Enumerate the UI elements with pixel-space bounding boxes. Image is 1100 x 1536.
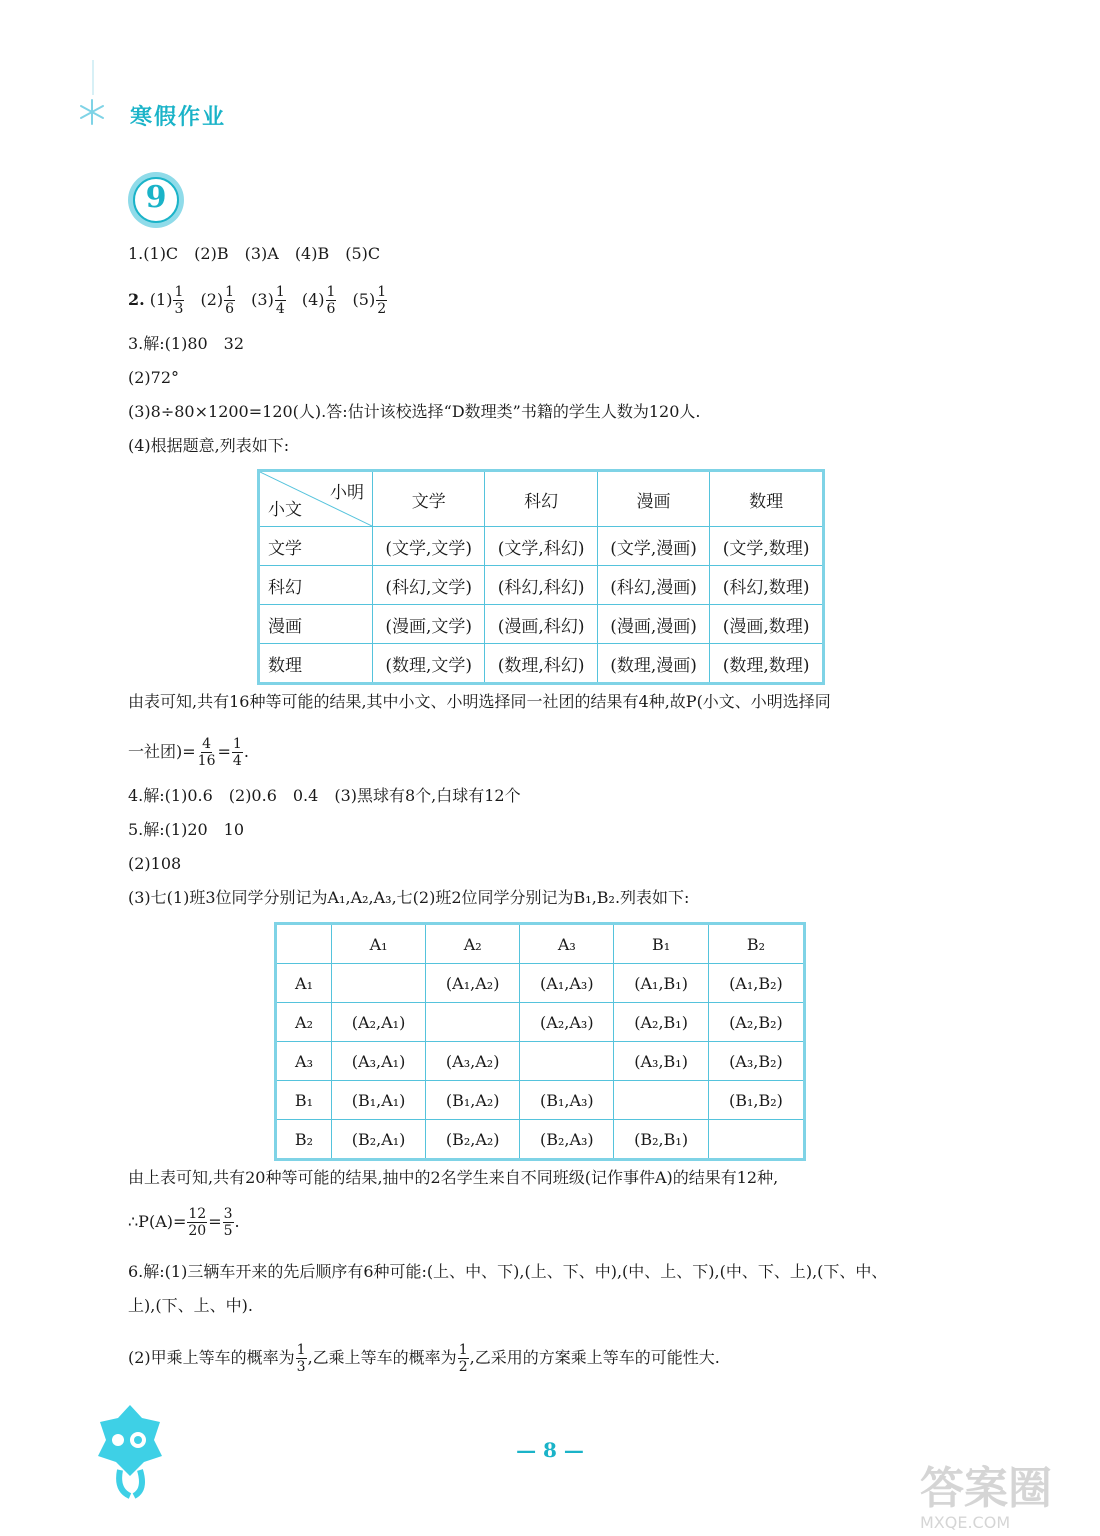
answer-q3-conclusion2 — [128, 736, 249, 769]
mascot-icon — [90, 1400, 170, 1500]
answer-q1: 1.(1)C (2)B (3)A (4)B (5)C — [128, 244, 381, 263]
table-row — [276, 1120, 805, 1160]
club-choice-table — [257, 469, 825, 685]
answer-q5-line2: (2)108 — [128, 854, 182, 873]
table-row — [259, 644, 824, 684]
row-header: A₁ — [276, 964, 332, 1003]
table-row — [259, 605, 824, 644]
row-header: 数理 — [259, 644, 373, 684]
q2-item-label: (4) — [301, 290, 325, 309]
watermark-subtext: MXQE.COM — [920, 1513, 1011, 1532]
row-header: A₃ — [276, 1042, 332, 1081]
table-cell — [614, 1081, 708, 1120]
table-cell: (文学,科幻) — [485, 527, 597, 566]
table-cell: (B₁,A₁) — [332, 1081, 426, 1120]
fraction: $\frac{1}{6}$ — [225, 284, 235, 317]
answer-q3-line4: (4)根据题意,列表如下: — [128, 436, 290, 455]
answer-q3-conclusion1: 由表可知,共有16种等可能的结果,其中小文、小明选择同一社团的结果有4种,故P(小文、小明选择同 — [128, 692, 831, 711]
table-cell: (数理,科幻) — [485, 644, 597, 684]
table-cell: (A₃,B₂) — [708, 1042, 804, 1081]
table-cell: (A₃,A₂) — [426, 1042, 520, 1081]
column-header: B₂ — [708, 924, 804, 964]
table-row — [276, 964, 805, 1003]
answer-q3-line1: 3.解:(1)80 32 — [128, 334, 245, 353]
table-cell — [520, 1042, 614, 1081]
page-number: — 8 — — [516, 1438, 584, 1462]
fraction: $\frac{1}{4}$ — [275, 284, 285, 317]
table-cell: (科幻,数理) — [710, 566, 824, 605]
answer-q5-conclusion1: 由上表可知,共有20种等可能的结果,抽中的2名学生来自不同班级(记作事件A)的结果有12种, — [128, 1168, 779, 1187]
q2-item-label: (3) — [251, 290, 274, 309]
q2-item-label: (2) — [200, 290, 224, 309]
fraction: $\frac{4}{16}$ — [197, 736, 216, 769]
table-cell: (A₂,B₂) — [708, 1003, 804, 1042]
table-cell: (数理,文学) — [373, 644, 485, 684]
q2-item-label: (5) — [352, 290, 376, 309]
snowflake-icon — [78, 98, 106, 126]
answer-q6-line1: 6.解:(1)三辆车开来的先后顺序有6种可能:(上、中、下),(上、下、中),(中、上、下),(中、下、上),(下、中、 — [128, 1262, 888, 1281]
q3-probability-text: 一社团)= — [128, 742, 196, 761]
answer-q5-line1: 5.解:(1)20 10 — [128, 820, 245, 839]
table-cell: (科幻,漫画) — [597, 566, 709, 605]
period: . — [243, 742, 249, 761]
q5-probability-text: ∴P(A)= — [128, 1212, 187, 1231]
table-corner-cell — [259, 471, 373, 527]
answer-q3-line2: (2)72° — [128, 368, 180, 387]
equals-sign: = — [217, 742, 231, 761]
column-header: A₂ — [426, 924, 520, 964]
row-header: B₁ — [276, 1081, 332, 1120]
answer-q6-line3 — [128, 1342, 720, 1375]
table-cell: (B₂,B₁) — [614, 1120, 708, 1160]
table-cell: (科幻,文学) — [373, 566, 485, 605]
fraction: $\frac{1}{6}$ — [326, 284, 336, 317]
table-cell: (A₁,A₂) — [426, 964, 520, 1003]
table-row — [259, 566, 824, 605]
fraction: $\frac{1}{3}$ — [296, 1342, 306, 1375]
table-cell: (文学,数理) — [710, 527, 824, 566]
column-header: 漫画 — [597, 471, 709, 527]
table-cell: (A₃,B₁) — [614, 1042, 708, 1081]
table-cell: (漫画,数理) — [710, 605, 824, 644]
period: . — [234, 1212, 240, 1231]
table-cell: (文学,漫画) — [597, 527, 709, 566]
row-header: 科幻 — [259, 566, 373, 605]
column-header: 科幻 — [485, 471, 597, 527]
q6-text-b: ,乙乘上等车的概率为 — [307, 1348, 457, 1367]
column-header: 数理 — [710, 471, 824, 527]
table-cell: (漫画,文学) — [373, 605, 485, 644]
table-cell: (B₁,A₃) — [520, 1081, 614, 1120]
q2-prefix: 2. — [128, 290, 145, 309]
student-pair-table — [274, 922, 806, 1161]
table-cell: (数理,数理) — [710, 644, 824, 684]
column-header: 文学 — [373, 471, 485, 527]
answer-q5-conclusion2 — [128, 1206, 240, 1239]
page-header-title: 寒假作业 — [130, 105, 227, 130]
q6-text-c: ,乙采用的方案乘上等车的可能性大. — [469, 1348, 720, 1367]
q6-text-a: (2)甲乘上等车的概率为 — [128, 1348, 295, 1367]
table-row — [276, 1042, 805, 1081]
q2-item-label: (1) — [149, 290, 173, 309]
answer-q4: 4.解:(1)0.6 (2)0.6 0.4 (3)黑球有8个,白球有12个 — [128, 786, 521, 805]
answer-q2 — [128, 284, 388, 317]
answer-q5-line3: (3)七(1)班3位同学分别记为A₁,A₂,A₃,七(2)班2位同学分别记为B₁,B₂.列表如下: — [128, 888, 690, 907]
table-cell: (A₁,B₂) — [708, 964, 804, 1003]
row-header: A₂ — [276, 1003, 332, 1042]
column-header: A₃ — [520, 924, 614, 964]
corner-label-bottom: 小文 — [268, 500, 302, 520]
table-cell: (B₁,A₂) — [426, 1081, 520, 1120]
table-row — [276, 1003, 805, 1042]
table-cell: (B₂,A₃) — [520, 1120, 614, 1160]
section-badge — [126, 170, 186, 230]
table-cell: (B₁,B₂) — [708, 1081, 804, 1120]
section-number: 9 — [145, 180, 167, 215]
table-row — [276, 1081, 805, 1120]
answer-q3-line3: (3)8÷80×1200=120(人).答:估计该校选择“D数理类”书籍的学生人数为120人. — [128, 402, 701, 421]
fraction: $\frac{1}{2}$ — [458, 1342, 468, 1375]
table-cell: (B₂,A₁) — [332, 1120, 426, 1160]
fraction: $\frac{1}{4}$ — [232, 736, 242, 769]
table-cell: (A₂,A₃) — [520, 1003, 614, 1042]
table-cell: (漫画,科幻) — [485, 605, 597, 644]
table-cell: (B₂,A₂) — [426, 1120, 520, 1160]
table-cell: (数理,漫画) — [597, 644, 709, 684]
table-cell — [426, 1003, 520, 1042]
row-header: 漫画 — [259, 605, 373, 644]
table-cell: (科幻,科幻) — [485, 566, 597, 605]
table-cell: (漫画,漫画) — [597, 605, 709, 644]
fraction: $\frac{1}{2}$ — [377, 284, 387, 317]
row-header: B₂ — [276, 1120, 332, 1160]
table-cell: (A₃,A₁) — [332, 1042, 426, 1081]
corner-label-top: 小明 — [330, 483, 364, 503]
fraction: $\frac{1}{3}$ — [174, 284, 184, 317]
column-header: A₁ — [332, 924, 426, 964]
table-cell: (A₂,A₁) — [332, 1003, 426, 1042]
watermark-logo — [920, 1465, 1090, 1535]
table-cell: (文学,文学) — [373, 527, 485, 566]
table-cell — [708, 1120, 804, 1160]
table-cell — [332, 964, 426, 1003]
answer-q6-line2: 上),(下、上、中). — [128, 1296, 253, 1315]
fraction: $\frac{3}{5}$ — [223, 1206, 233, 1239]
watermark-text: 答案圈 — [920, 1463, 1052, 1514]
column-header: B₁ — [614, 924, 708, 964]
table-corner-cell — [276, 924, 332, 964]
header-decor-line — [92, 60, 94, 95]
table-cell: (A₁,A₃) — [520, 964, 614, 1003]
fraction: $\frac{12}{20}$ — [188, 1206, 207, 1239]
row-header: 文学 — [259, 527, 373, 566]
table-row — [259, 527, 824, 566]
table-cell: (A₁,B₁) — [614, 964, 708, 1003]
equals-sign: = — [208, 1212, 222, 1231]
table-cell: (A₂,B₁) — [614, 1003, 708, 1042]
